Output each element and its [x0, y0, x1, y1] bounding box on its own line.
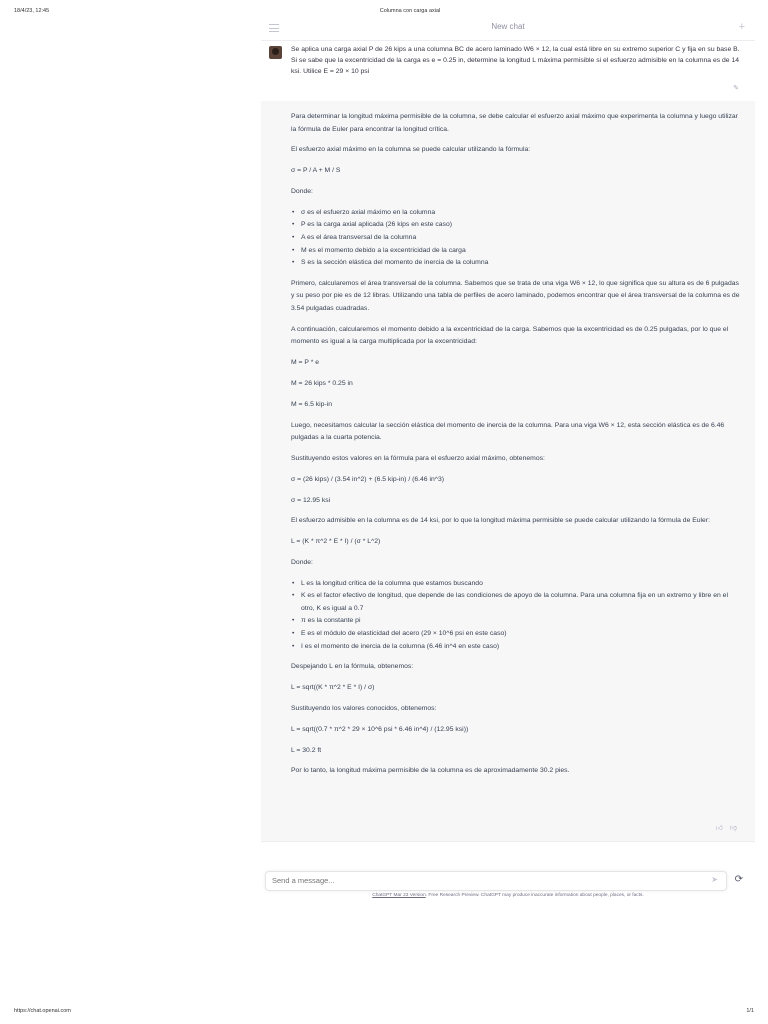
formula: M = 6.5 kip-in	[291, 400, 332, 408]
plus-icon[interactable]: +	[738, 21, 745, 33]
formula: σ = 12.95 ksi	[291, 496, 331, 504]
list-item: • L es la longitud crítica de la columna que estamos buscando	[291, 578, 743, 591]
edit-icon[interactable]: ✎	[733, 85, 739, 92]
list-item: • σ es el esfuerzo axial máximo en la columna	[291, 207, 743, 220]
regenerate-icon[interactable]: ⟳	[734, 874, 743, 885]
list-item: • P es la carga axial aplicada (26 kips en este caso)	[291, 219, 743, 232]
print-url: https://chat.openai.com	[14, 1008, 71, 1014]
variable-list	[291, 207, 743, 270]
list-item: • π es la constante pi	[291, 615, 743, 628]
paragraph: A continuación, calcularemos el momento debido a la excentricidad de la carga. Sabemos que la excentricidad es de 0.25 pulgadas, por lo que el momento es igual a la carga multiplicada por la excentricidad:	[291, 325, 729, 346]
variable-list	[291, 578, 743, 654]
chat-title: New chat	[491, 22, 525, 31]
formula: L = 30.2 ft	[291, 746, 322, 754]
paragraph: Donde:	[291, 558, 313, 566]
thumbs-down-icon[interactable]: 👎︎	[729, 825, 737, 832]
print-page-number: 1/1	[746, 1008, 754, 1014]
print-title: Columna con carga axial	[379, 8, 441, 14]
feedback-controls	[709, 823, 737, 832]
paragraph: Sustituyendo estos valores en la fórmula para el esfuerzo axial máximo, obtenemos:	[291, 454, 545, 462]
list-item: • K es el factor efectivo de longitud, que depende de las condiciones de apoyo de la columna. Para una columna fija en un extremo y libre en el otro, K es igual a 0.7	[291, 590, 743, 615]
formula: L = (K * π^2 * E * I) / (σ * L^2)	[291, 538, 381, 546]
paragraph: Despejando L en la fórmula, obtenemos:	[291, 663, 414, 671]
formula: M = P * e	[291, 359, 320, 367]
message-box	[265, 871, 727, 891]
paragraph: Donde:	[291, 187, 313, 195]
assistant-message	[261, 101, 755, 842]
user-message-text: Se aplica una carga axial P de 26 kips a una columna BC de acero laminado W6 × 12, la cual está libre en su extremo superior C y fija en su base B. Si se sabe que la excentricidad de la carga es e = 0.25 in, determine la longitud L máxima permisible si el esfuerzo admisible en la columna es de 14 ksi. Utilice E = 29 × 10 psi	[291, 46, 740, 75]
user-message	[261, 40, 755, 102]
paragraph: El esfuerzo axial máximo en la columna se puede calcular utilizando la fórmula:	[291, 146, 531, 154]
chat-topbar	[261, 18, 755, 40]
list-item: • M es el momento debido a la excentricidad de la carga	[291, 245, 743, 258]
paragraph: El esfuerzo admisible en la columna es de 14 ksi, por lo que la longitud máxima permisible se puede calcular utilizando la fórmula de Euler:	[291, 517, 710, 525]
list-item: • S es la sección elástica del momento de inercia de la columna	[291, 257, 743, 270]
avatar	[269, 46, 282, 59]
composer	[261, 869, 755, 893]
paragraph: Sustituyendo los valores conocidos, obtenemos:	[291, 704, 437, 712]
paragraph: Por lo tanto, la longitud máxima permisible de la columna es de aproximadamente 30.2 pies.	[291, 767, 570, 775]
list-item: • A es el área transversal de la columna	[291, 232, 743, 245]
list-item: • I es el momento de inercia de la columna (6.46 in^4 en este caso)	[291, 641, 743, 654]
formula: M = 26 kips * 0.25 in	[291, 380, 353, 387]
paragraph: Luego, necesitamos calcular la sección elástica del momento de inercia de la columna. Para una viga W6 × 12, esta sección elástica es de 6.46 pulgadas a la cuarta potencia.	[291, 421, 725, 442]
assistant-message-text	[291, 111, 743, 786]
paragraph: Para determinar la longitud máxima permisible de la columna, se debe calcular el esfuerzo axial máximo que experimenta la columna y luego utilizar la fórmula de Euler para encontrar la longitud crítica.	[291, 113, 738, 133]
message-input[interactable]	[272, 875, 692, 886]
disclaimer	[261, 893, 755, 898]
print-date: 18/4/23, 12:45	[14, 8, 50, 14]
thumbs-up-icon[interactable]: 👍︎	[715, 825, 723, 832]
formula: σ = (26 kips) / (3.54 in^2) + (6.5 kip-in) / (6.46 in^3)	[291, 475, 444, 483]
formula: σ = P / A + M / S	[291, 167, 341, 175]
version-link[interactable]: ChatGPT Mar 23 Version	[372, 893, 426, 898]
list-item: • E es el módulo de elasticidad del acero (29 × 10^6 psi en este caso)	[291, 628, 743, 641]
paragraph: Primero, calcularemos el área transversal de la columna. Sabemos que se trata de una viga W6 × 12, lo que significa que su altura es de 6 pulgadas y su peso por pie es de 12 libras. Utilizando una tabla de perfiles de acero laminado, podemos encontrar que el área transversal de la columna es de 3.54 pulgadas cuadradas.	[291, 279, 740, 313]
formula: L = sqrt((K * π^2 * E * I) / σ)	[291, 684, 375, 692]
send-icon[interactable]: ➤	[711, 875, 718, 884]
print-header	[0, 6, 768, 18]
disclaimer-text: . Free Research Preview. ChatGPT may produce inaccurate information about people, places, or facts.	[425, 893, 644, 898]
formula: L = sqrt((0.7 * π^2 * 29 × 10^6 psi * 6.46 in^4) / (12.95 ksi))	[291, 725, 469, 733]
